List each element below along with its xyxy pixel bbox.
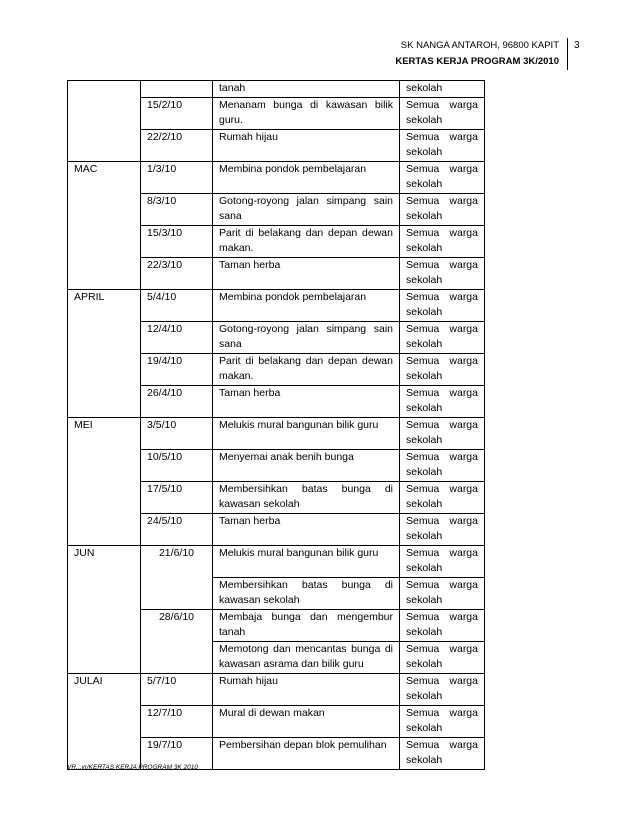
target-cell: Semua warga sekolah bbox=[400, 545, 485, 577]
target-cell: sekolah bbox=[400, 81, 485, 98]
activity-cell: Rumah hijau bbox=[213, 129, 400, 161]
activity-cell: Pembersihan depan blok pemulihan bbox=[213, 737, 400, 769]
date-cell: 21/6/10 bbox=[141, 545, 213, 609]
target-cell: Semua warga sekolah bbox=[400, 513, 485, 545]
table-row bbox=[68, 673, 485, 705]
target-cell: Semua warga sekolah bbox=[400, 97, 485, 129]
activity-cell: Rumah hijau bbox=[213, 673, 400, 705]
target-cell: Semua warga sekolah bbox=[400, 609, 485, 641]
activity-cell: Taman herba bbox=[213, 385, 400, 417]
activity-cell: Membina pondok pembelajaran bbox=[213, 161, 400, 193]
month-cell bbox=[68, 81, 141, 162]
activity-cell: Melukis mural bangunan bilik guru bbox=[213, 545, 400, 577]
activity-cell: Memotong dan mencantas bunga di kawasan asrama dan bilik guru bbox=[213, 641, 400, 673]
target-cell: Semua warga sekolah bbox=[400, 385, 485, 417]
date-cell: 19/7/10 bbox=[141, 737, 213, 769]
table-row bbox=[68, 161, 485, 193]
target-cell: Semua warga sekolah bbox=[400, 705, 485, 737]
date-cell: 15/3/10 bbox=[141, 225, 213, 257]
month-cell: JUN bbox=[68, 545, 141, 673]
activity-cell: Membersihkan batas bunga di kawasan sekolah bbox=[213, 481, 400, 513]
activity-cell: Membaja bunga dan mengembur tanah bbox=[213, 609, 400, 641]
date-cell: 15/2/10 bbox=[141, 97, 213, 129]
date-cell: 22/2/10 bbox=[141, 129, 213, 161]
activity-cell: Mural di dewan makan bbox=[213, 705, 400, 737]
table-row bbox=[68, 289, 485, 321]
activity-cell: Menanam bunga di kawasan bilik guru. bbox=[213, 97, 400, 129]
date-cell: 12/7/10 bbox=[141, 705, 213, 737]
page-footer: VR...vr/KERTAS KERJA PROGRAM 3K 2010 bbox=[67, 764, 199, 771]
date-cell: 19/4/10 bbox=[141, 353, 213, 385]
date-cell: 8/3/10 bbox=[141, 193, 213, 225]
table-row bbox=[68, 417, 485, 449]
target-cell: Semua warga sekolah bbox=[400, 449, 485, 481]
date-cell: 10/5/10 bbox=[141, 449, 213, 481]
month-cell: MEI bbox=[68, 417, 141, 545]
date-cell: 22/3/10 bbox=[141, 257, 213, 289]
activity-cell: Taman herba bbox=[213, 257, 400, 289]
activity-cell: Gotong-royong jalan simpang sain sana bbox=[213, 321, 400, 353]
page-number: 3 bbox=[574, 40, 580, 51]
date-cell: 12/4/10 bbox=[141, 321, 213, 353]
activity-cell: Taman herba bbox=[213, 513, 400, 545]
activity-cell: tanah bbox=[213, 81, 400, 98]
month-cell: MAC bbox=[68, 161, 141, 289]
date-cell: 5/7/10 bbox=[141, 673, 213, 705]
page-header bbox=[300, 38, 568, 70]
target-cell: Semua warga sekolah bbox=[400, 129, 485, 161]
school-address: SK NANGA ANTAROH, 96800 KAPIT bbox=[400, 40, 559, 51]
target-cell: Semua warga sekolah bbox=[400, 577, 485, 609]
month-cell: APRIL bbox=[68, 289, 141, 417]
target-cell: Semua warga sekolah bbox=[400, 257, 485, 289]
table-row bbox=[68, 81, 485, 98]
activity-schedule-table bbox=[67, 80, 485, 770]
date-cell bbox=[141, 81, 213, 98]
activity-cell: Melukis mural bangunan bilik guru bbox=[213, 417, 400, 449]
date-cell: 24/5/10 bbox=[141, 513, 213, 545]
target-cell: Semua warga sekolah bbox=[400, 321, 485, 353]
target-cell: Semua warga sekolah bbox=[400, 673, 485, 705]
activity-cell: Parit di belakang dan depan dewan makan. bbox=[213, 225, 400, 257]
date-cell: 28/6/10 bbox=[141, 609, 213, 673]
target-cell: Semua warga sekolah bbox=[400, 737, 485, 769]
target-cell: Semua warga sekolah bbox=[400, 353, 485, 385]
activity-cell: Menyemai anak benih bunga bbox=[213, 449, 400, 481]
activity-cell: Membina pondok pembelajaran bbox=[213, 289, 400, 321]
target-cell: Semua warga sekolah bbox=[400, 193, 485, 225]
activity-cell: Parit di belakang dan depan dewan makan. bbox=[213, 353, 400, 385]
date-cell: 5/4/10 bbox=[141, 289, 213, 321]
target-cell: Semua warga sekolah bbox=[400, 161, 485, 193]
target-cell: Semua warga sekolah bbox=[400, 481, 485, 513]
activity-cell: Membersihkan batas bunga di kawasan sekolah bbox=[213, 577, 400, 609]
date-cell: 1/3/10 bbox=[141, 161, 213, 193]
target-cell: Semua warga sekolah bbox=[400, 417, 485, 449]
target-cell: Semua warga sekolah bbox=[400, 225, 485, 257]
table-row bbox=[68, 545, 485, 577]
target-cell: Semua warga sekolah bbox=[400, 641, 485, 673]
activity-cell: Gotong-royong jalan simpang sain sana bbox=[213, 193, 400, 225]
month-cell: JULAI bbox=[68, 673, 141, 769]
date-cell: 17/5/10 bbox=[141, 481, 213, 513]
date-cell: 3/5/10 bbox=[141, 417, 213, 449]
document-title: KERTAS KERJA PROGRAM 3K/2010 bbox=[395, 56, 559, 67]
target-cell: Semua warga sekolah bbox=[400, 289, 485, 321]
date-cell: 26/4/10 bbox=[141, 385, 213, 417]
